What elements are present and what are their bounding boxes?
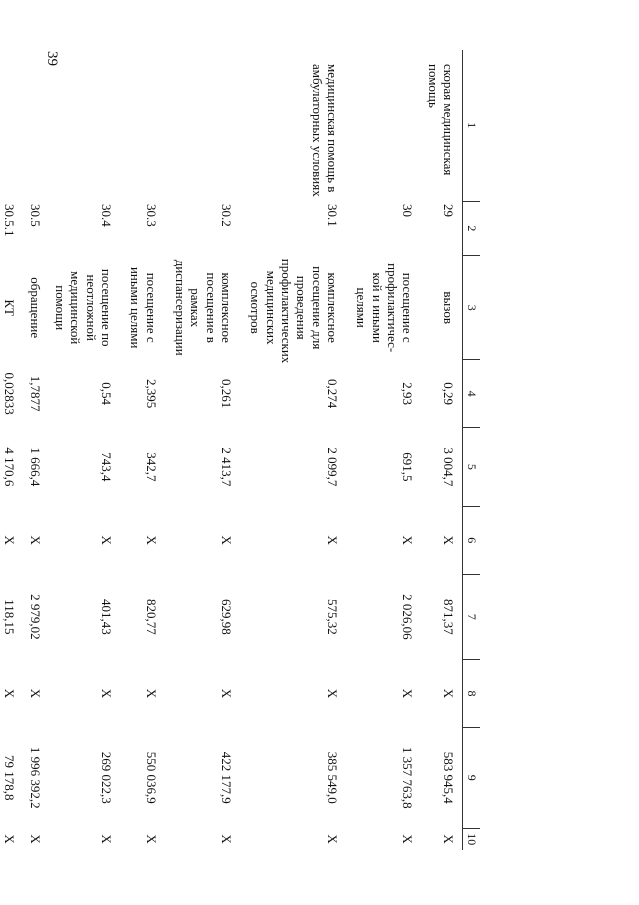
cell-col5: 691,5 (400, 452, 416, 482)
cell-row-number: 30.1 (325, 204, 341, 227)
cell-col8: X (325, 688, 341, 699)
cell-col8: X (143, 688, 159, 699)
cell-category (169, 50, 244, 201)
rotated-table-container (2, 50, 480, 850)
cell-col4: 0,274 (325, 378, 341, 409)
cell-col9: 385 549,0 (325, 751, 341, 804)
cell-col6: X (219, 535, 235, 545)
cell-row-number: 30.5 (27, 204, 43, 227)
table-row (350, 50, 421, 850)
cell-category: скорая медицинская помощь (425, 64, 456, 176)
cell-col10: X (2, 834, 18, 844)
cell-unit: посещение с профилактичес-кой и иными целями (354, 263, 416, 353)
cell-category (49, 50, 124, 201)
cell-col8: X (219, 688, 235, 699)
cell-col5: 1 666,4 (27, 447, 43, 487)
col-header-9: 9 (463, 727, 481, 828)
cell-col8: X (400, 688, 416, 699)
cell-row-number: 30 (400, 204, 416, 218)
cell-col10: X (441, 834, 456, 844)
cell-col7: 629,98 (219, 598, 235, 635)
col-header-5: 5 (463, 428, 481, 507)
cell-unit: комплексное посещение для проведения профилактических медицинских осмотров (248, 258, 341, 364)
cell-col9: 269 022,3 (99, 751, 115, 804)
data-table (0, 50, 480, 850)
cell-category (350, 50, 421, 201)
cell-col7: 871,37 (441, 598, 456, 635)
cell-col8: X (441, 688, 456, 699)
cell-col10: X (400, 834, 416, 844)
cell-col7: 820,77 (143, 598, 159, 635)
cell-col9: 550 036,9 (143, 751, 159, 804)
cell-col4: 0,261 (219, 378, 235, 409)
cell-col5: 743,4 (99, 452, 115, 482)
cell-col5: 2 413,7 (219, 447, 235, 487)
cell-col6: X (400, 535, 416, 545)
table-row (169, 50, 244, 850)
cell-col4: 1,7877 (27, 375, 43, 412)
cell-unit: посещение с иными целями (128, 266, 159, 349)
cell-col6: X (143, 535, 159, 545)
cell-col9: 79 178,8 (2, 754, 18, 801)
cell-col5: 2 099,7 (325, 447, 341, 487)
cell-col4: 2,395 (143, 378, 159, 409)
cell-unit: обращение (27, 277, 43, 339)
col-header-1: 1 (463, 50, 481, 201)
table-row (244, 50, 350, 850)
cell-col5: 4 170,6 (2, 447, 18, 487)
table-row (49, 50, 124, 850)
col-header-4: 4 (463, 360, 481, 428)
cell-col7: 575,32 (325, 598, 341, 635)
cell-col10: X (99, 834, 115, 844)
cell-category (124, 50, 169, 201)
header-row (463, 50, 481, 850)
cell-col9: 1 357 763,8 (400, 746, 416, 809)
cell-col7: 2 026,06 (400, 594, 416, 640)
cell-col6: X (27, 535, 43, 545)
cell-col9: 583 945,4 (441, 751, 456, 804)
cell-col4: 0,02833 (2, 372, 18, 415)
col-header-7: 7 (463, 574, 481, 659)
col-header-10: 10 (463, 828, 481, 850)
col-header-2: 2 (463, 201, 481, 256)
cell-category (0, 50, 23, 201)
cell-unit: посещение по неотложной медицинской помощи (53, 268, 115, 347)
cell-col6: X (99, 535, 115, 545)
cell-col9: 1 996 392,2 (27, 746, 43, 809)
col-header-8: 8 (463, 660, 481, 728)
cell-col10: X (27, 834, 43, 844)
cell-unit: КТ (2, 299, 18, 317)
cell-col10: X (325, 834, 341, 844)
cell-col5: 342,7 (143, 452, 159, 482)
table-row (23, 50, 48, 850)
cell-col9: 422 177,9 (219, 751, 235, 804)
cell-col7: 118,15 (2, 599, 18, 635)
cell-col10: X (219, 834, 235, 844)
cell-row-number: 30.2 (219, 204, 235, 227)
cell-row-number: 29 (441, 204, 456, 218)
cell-col7: 2 979,02 (27, 594, 43, 640)
cell-unit: комплексное посещение в рамках диспансеризации (173, 259, 235, 356)
col-header-6: 6 (463, 506, 481, 574)
table-row (0, 50, 23, 850)
cell-col4: 0,29 (441, 382, 456, 405)
cell-col8: X (2, 688, 18, 699)
cell-col10: X (143, 834, 159, 844)
cell-row-number: 30.4 (99, 204, 115, 227)
table-row (421, 50, 462, 850)
cell-unit: вызов (441, 291, 456, 324)
cell-row-number: 30.3 (143, 204, 159, 227)
cell-col6: X (441, 535, 456, 545)
cell-col4: 2,93 (400, 382, 416, 405)
cell-col6: X (2, 535, 18, 545)
col-header-3: 3 (463, 256, 481, 360)
page-number: 39 (44, 51, 60, 66)
table-row (124, 50, 169, 850)
cell-col4: 0,54 (99, 382, 115, 405)
cell-col6: X (325, 535, 341, 545)
cell-row-number: 30.5.1 (2, 204, 18, 237)
cell-col8: X (99, 688, 115, 699)
cell-col7: 401,43 (99, 598, 115, 635)
cell-col8: X (27, 688, 43, 699)
cell-col5: 3 004,7 (441, 447, 456, 487)
cell-category: медицинская помощь в амбулаторных условиях (309, 64, 341, 197)
cell-category (23, 50, 48, 201)
